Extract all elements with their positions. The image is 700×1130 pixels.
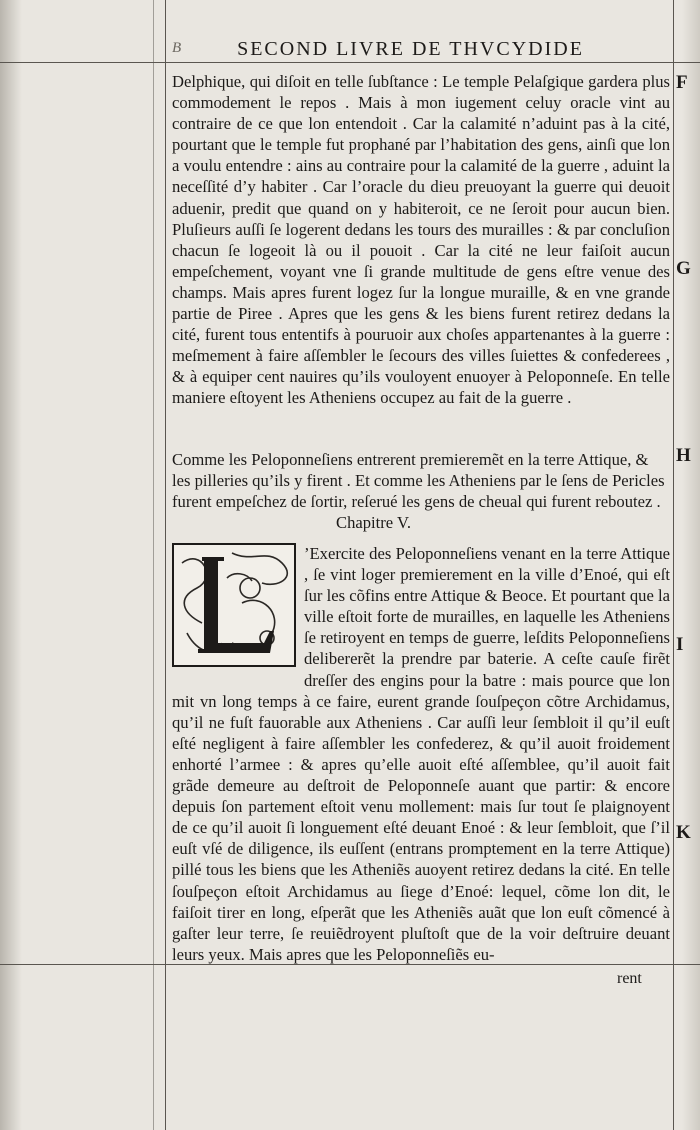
chapter-heading: Chapitre V. — [336, 513, 411, 533]
margin-letter-G: G — [676, 258, 691, 279]
running-head: SECOND LIVRE DE THVCYDIDE — [237, 38, 584, 60]
chapter-summary — [172, 449, 670, 533]
summary-text: Comme les Peloponneſiens entrerent premieremẽt en la terre Attique, & les pilleries qu’ils y firent . Et comme les Atheniens par le ſens de Pericles furent empeſchez de ſortir, reſerué les gens de cheual qui furent reboutez . — [172, 450, 665, 512]
left-margin-rule — [165, 0, 166, 1130]
header-rule — [0, 62, 700, 63]
paragraph-1: Delphique, qui diſoit en telle ſubſtance : Le temple Pelaſgique gardera plus commodement le repos . Mais à mon iugement celuy oracle vint au contraire de ce que lon entendoit . Car la calamité n’aduint pas à la cité, pourtant que le temple fut prophané par l’habitation des gens, ainſi que lon a voulu entendre : ains au contraire pour la calamité de la guerre , aduint la neceſſité d’y habiter . Car l’oracle du dieu preuoyant la guerre qui deuoit aduenir, predit que quand on y habiteroit, ce ne ſeroit pour aucun bien. Pluſieurs auſſi ſe logerent dedans les tours des murailles : & par concluſion chacun ſe logeoit là ou il pouoit . Car la cité ne leur faiſoit aucun empeſchement, voyant vne ſi grande multitude de gens eſtre venue des champs. Mais apres furent logez ſur la longue muraille, & en vne grande partie de Piree . Apres que les gens & les biens furent retirez dedans la cité, furent tous ententifs à pouruoir aux choſes appartenantes à la guerre : meſmement à faire aſſembler le ſecours des villes ſuiettes & confederees , & à equiper cent nauires qu’ils vouloyent enuoyer à Peloponneſe. En telle maniere eſtoyent les Atheniens occupez au fait de la guerre . — [172, 72, 670, 408]
margin-letter-H: H — [676, 445, 691, 466]
decorated-initial-L — [172, 543, 296, 667]
paragraph-2 — [172, 543, 670, 965]
outer-left-rule — [153, 0, 154, 1130]
margin-letter-I: I — [676, 634, 684, 655]
paragraph-2-text: ’Exercite des Peloponneſiens venant en la terre Attique , ſe vint loger premierement en la ville d’Enoé, qui eſt ſur les cõfins entre Attique & Beoce. Et pourtant que la ville eſtoit forte de murailles, en laquelle les Atheniens ſe retiroyent en temps de guerre, leſdits Peloponneſiens delibererẽt la prendre par baterie. A ceſte cauſe firẽt dreſſer des engins pour la batre : mais pource que lon mit vn long temps à ce faire, eurent grande ſouſpeçon cõtre Archidamus, qu’il ne fuſt fauorable aux Atheniens . Car auſſi leur ſembloit il qu’il euſt eſté negligent à faire aſſembler les confederez, & qu’il auoit froidement enhorté l’armee : & apres qu’elle auoit eſté aſſemblee, qu’il auoit fait grãde demeure au deſtroit de Peloponneſe auant que partir: & encore depuis ſon partement eſtoit venu mollement: mais ſur tout ſe plaignoyent de ce qu’il auoit ſi longuement eſté deuant Enoé : & leur ſembloit, que ſ’il euſt vſé de diligence, ils euſſent (entrans promptement en la terre Attique) pillé tous les biens que les Atheniẽs auoyent retirez dedans la cité. En telle ſouſpeçon eſtoit Archidamus au ſiege d’Enoé: lequel, cõme lon dit, le faiſoit tirer en long, eſperãt que les Atheniẽs auãt que lon euſt cõmencé à gaſter leur terre, ſe reuiẽdroyent pluſtoſt que de la voir deſtruire deuant leurs yeux. Mais apres que les Peloponneſiẽs eu- — [172, 544, 670, 964]
edge-shadow — [682, 0, 700, 1130]
margin-letter-F: F — [676, 72, 688, 93]
margin-letter-K: K — [676, 822, 691, 843]
gutter-shadow — [0, 0, 22, 1130]
right-margin-rule — [673, 0, 674, 1130]
catchword: rent — [617, 970, 642, 987]
signature-mark: B — [172, 40, 182, 56]
